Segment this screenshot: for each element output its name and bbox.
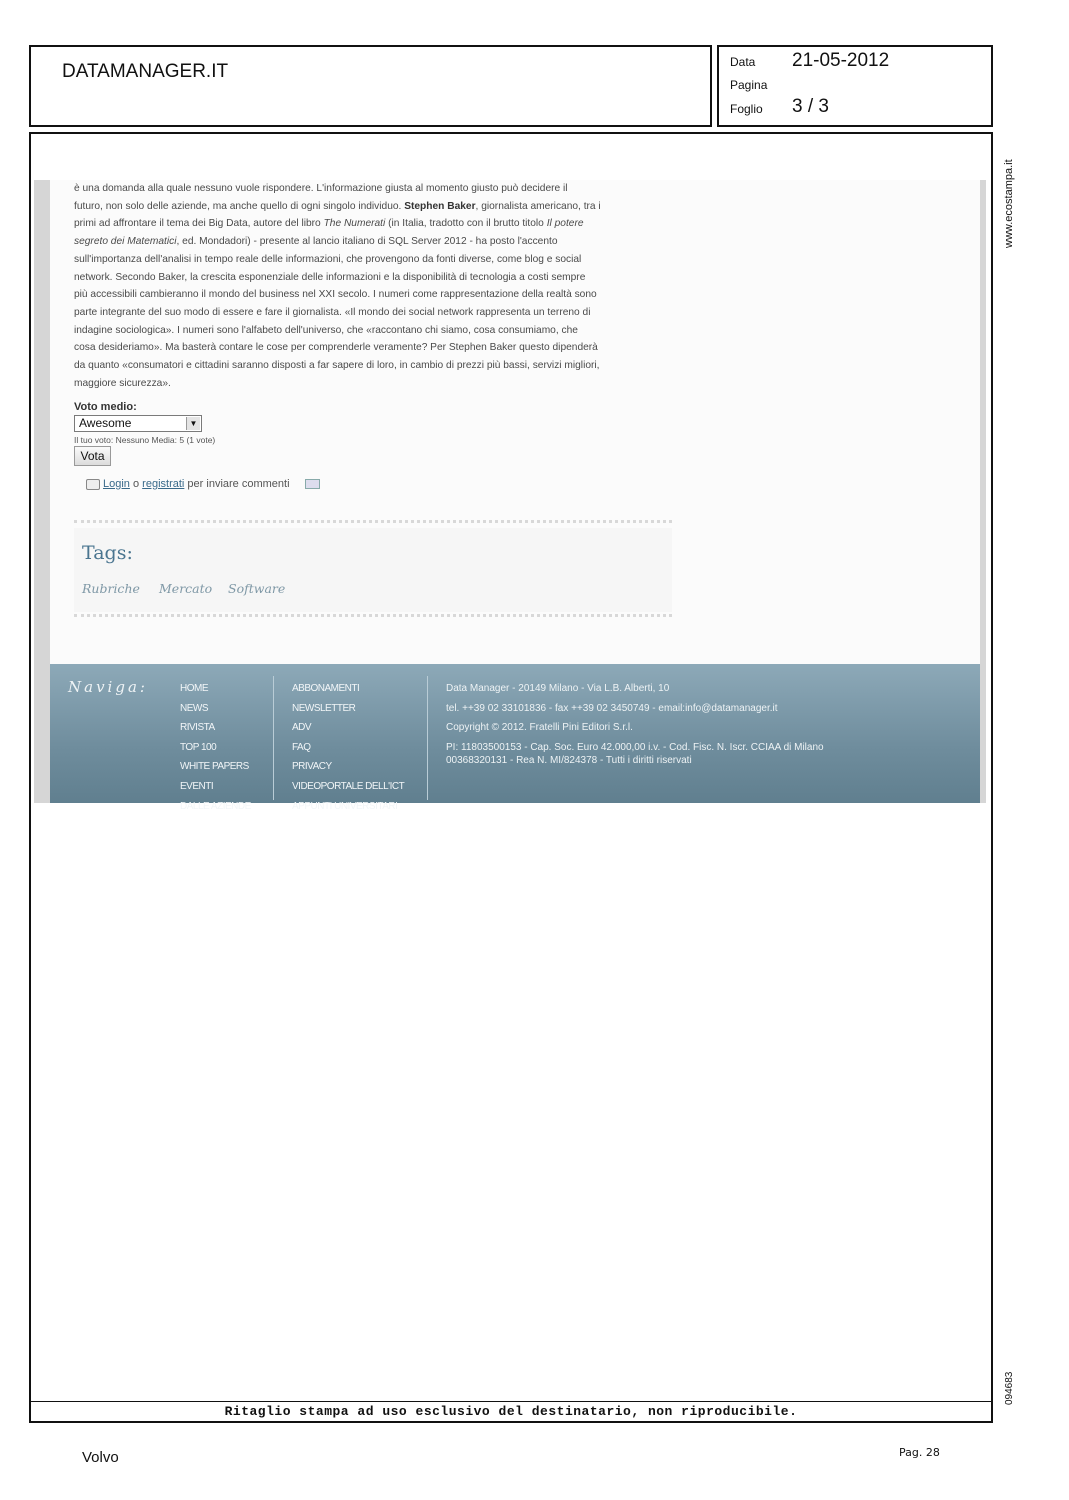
footer-nav-col2 [292, 679, 404, 816]
publication-box [29, 45, 712, 127]
footer-link[interactable]: DALLE AZIENDE [180, 800, 251, 812]
article-body [74, 180, 672, 392]
footer-nav-col1 [180, 679, 251, 816]
pagina-label: Pagina [730, 78, 768, 92]
side-url: www.ecostampa.it [1003, 159, 1015, 248]
article-line: cosa desideriamo». Ma basterà contare le cose per comprenderle veramente? Per Stephen Baker questo dipenderà [74, 342, 598, 354]
footer-divider [273, 676, 274, 800]
footer-link[interactable]: VIDEOPORTALE DELL'ICT [292, 780, 405, 792]
naviga-label: Naviga: [68, 678, 148, 696]
vote-button[interactable]: Vota [74, 446, 111, 466]
dotted-divider [74, 520, 672, 523]
tag-link[interactable]: Rubriche [82, 581, 140, 596]
publication-name: DATAMANAGER.IT [62, 61, 229, 82]
register-link[interactable]: registrati [142, 478, 185, 490]
article-line: maggiore sicurezza». [74, 377, 171, 389]
meta-box [717, 45, 993, 127]
footer-address: Data Manager - 20149 Milano - Via L.B. Alberti, 10 [446, 683, 670, 694]
vote-label: Voto medio: [74, 401, 137, 413]
footer-link[interactable]: RIVISTA [180, 722, 215, 734]
bottom-note: Ritaglio stampa ad uso esclusivo del destinatario, non riproducibile. [224, 1404, 798, 1419]
vote-info: Il tuo voto: Nessuno Media: 5 (1 vote) [74, 435, 216, 445]
footer-contacts: tel. ++39 02 33101836 - fax ++39 02 3450749 - email:info@datamanager.it [446, 702, 778, 714]
comment-text: per inviare commenti [187, 478, 290, 490]
tag-link[interactable]: Software [228, 581, 286, 596]
tags-box [74, 528, 672, 612]
article-line: segreto dei Matematici, ed. Mondadori) - presente al lancio italiano di SQL Server 2012 - ha posto l'accento [74, 236, 558, 248]
printer-icon[interactable] [86, 479, 100, 490]
mail-icon[interactable] [305, 479, 320, 489]
article-line: network. Secondo Baker, la crescita esponenziale delle informazioni e la disponibilità di tecnologia a costi sempre [74, 271, 586, 283]
footer-company-info [446, 679, 846, 767]
article-line: da quanto «consumatori e cittadini saranno disposti a far sapere di loro, in cambio di prezzi più bassi, servizi migliori, [74, 360, 600, 372]
footer-link[interactable]: FAQ [292, 741, 311, 753]
footer-link[interactable]: ABBONAMENTI [292, 683, 360, 694]
vote-selected-value: Awesome [79, 416, 132, 430]
article-line: più accessibili cambieranno il mondo del business nel XXI secolo. I numeri come rappresentazione della realtà sono [74, 289, 597, 301]
footer-divider [427, 676, 428, 800]
footer-link[interactable]: EVENTI [180, 780, 214, 792]
article-line: parte integrante del suo modo di essere e fare il giornalista. «Il mondo dei social network rappresenta un terreno di [74, 306, 591, 318]
footer-link[interactable]: APPUNTI UNIVERSITARI [292, 800, 398, 812]
article-line: sull'importanza dell'analisi in tempo reale delle informazioni, che provengono da fonti diverse, come blog e social [74, 253, 582, 265]
footer-link[interactable]: ADV [292, 722, 312, 734]
footer-link[interactable]: HOME [180, 683, 208, 694]
side-code: 094683 [1004, 1371, 1015, 1405]
foglio-label: Foglio [730, 102, 763, 116]
footer-link[interactable]: NEWS [180, 702, 208, 714]
article-line: primi ad affrontare il tema dei Big Data, autore del libro The Numerati (in Italia, tradotto con il brutto titolo Il potere [74, 218, 584, 230]
foglio-value: 3 / 3 [792, 96, 829, 117]
vote-select[interactable] [74, 415, 202, 432]
article-line: indagine sociologica». I numeri sono l'alfabeto dell'universo, che «raccontano chi siamo, cosa consumiamo, che [74, 324, 578, 336]
webpage-capture [34, 180, 986, 812]
dotted-divider [74, 614, 672, 617]
comment-login-line [86, 478, 320, 490]
footer-link[interactable]: TOP 100 [180, 741, 217, 753]
footer-copyright: Copyright © 2012. Fratelli Pini Editori S.r.l. [446, 722, 633, 733]
client-name: Volvo [82, 1449, 119, 1466]
login-link[interactable]: Login [103, 478, 130, 490]
tag-link[interactable]: Mercato [159, 581, 213, 596]
chevron-down-icon[interactable]: ▼ [186, 417, 200, 430]
article-line: è una domanda alla quale nessuno vuole rispondere. L'informazione giusta al momento giusto può decidere il [74, 183, 568, 194]
page-number: Pag. 28 [899, 1446, 940, 1459]
data-value: 21-05-2012 [792, 50, 890, 71]
data-label: Data [730, 55, 756, 69]
footer-link[interactable]: WHITE PAPERS [180, 761, 249, 773]
left-shadow [34, 180, 50, 803]
footer-legal: PI: 11803500153 - Cap. Soc. Euro 42.000,00 i.v. - Cod. Fisc. N. Iscr. CCIAA di Milano 00368320131 - Rea N. MI/824378 - Tutti i diritti riservati [446, 741, 824, 766]
article-line: futuro, non solo delle aziende, ma anche quello di ogni singolo individuo. Stephen Baker, giornalista americano, tra i [74, 200, 601, 212]
right-shadow [980, 180, 986, 803]
footer-link[interactable]: NEWSLETTER [292, 702, 356, 714]
tags-title: Tags: [82, 542, 133, 564]
site-footer [50, 664, 980, 812]
footer-link[interactable]: PRIVACY [292, 761, 332, 773]
or-text: o [132, 478, 140, 490]
